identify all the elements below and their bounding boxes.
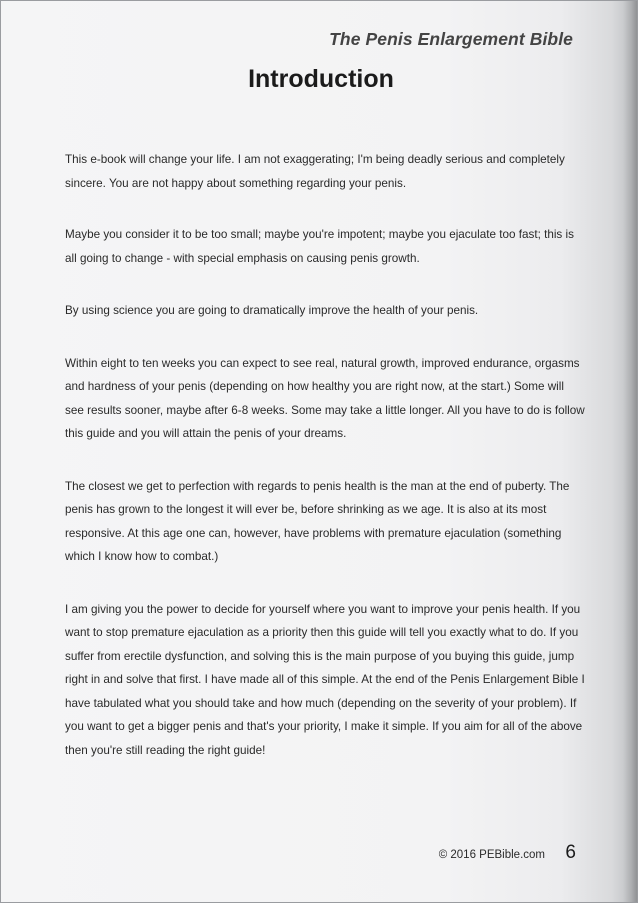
page-number: 6 — [565, 842, 576, 863]
paragraph: I am giving you the power to decide for yourself where you want to improve your penis health. If you want to stop premature ejaculation as a priority then this guide will tell you exactly what to do. If you suffer from erectile dysfunction, and solving this is the main purpose of you buying this guide, jump right in and solve that first. I have made all of this simple. At the end of the Penis Enlargement Bible I have tabulated what you should take and how much (depending on the severity of your problem). If you want to get a bigger penis and that's your priority, I make it simple. If you aim for all of the above then you're still reading the right guide! — [65, 602, 585, 757]
body-text — [65, 148, 585, 762]
paragraph: Maybe you consider it to be too small; maybe you're impotent; maybe you ejaculate too fast; this is all going to change - with special emphasis on causing penis growth. — [65, 228, 574, 265]
paragraph: By using science you are going to dramatically improve the health of your penis. — [65, 304, 479, 317]
footer-copyright: © 2016 PEBible.com — [438, 849, 545, 861]
chapter-heading: Introduction — [248, 65, 394, 93]
paragraph: Within eight to ten weeks you can expect to see real, natural growth, improved endurance, orgasms and hardness of your penis (depending on how healthy you are right now, at the start.) Some will see results sooner, maybe after 6-8 weeks. Some may take a little longer. All you have to do is follow this guide and you will attain the penis of your dreams. — [65, 356, 585, 440]
paragraph: The closest we get to perfection with regards to penis health is the man at the end of puberty. The penis has grown to the longest it will ever be, before shrinking as we age. It is also at its most responsive. At this age one can, however, have problems with premature ejaculation (something which I know how to combat.) — [65, 479, 570, 563]
paragraph: This e-book will change your life. I am not exaggerating; I'm being deadly serious and completely sincere. You are not happy about something regarding your penis. — [65, 153, 565, 190]
running-header-book-title: The Penis Enlargement Bible — [329, 29, 573, 49]
